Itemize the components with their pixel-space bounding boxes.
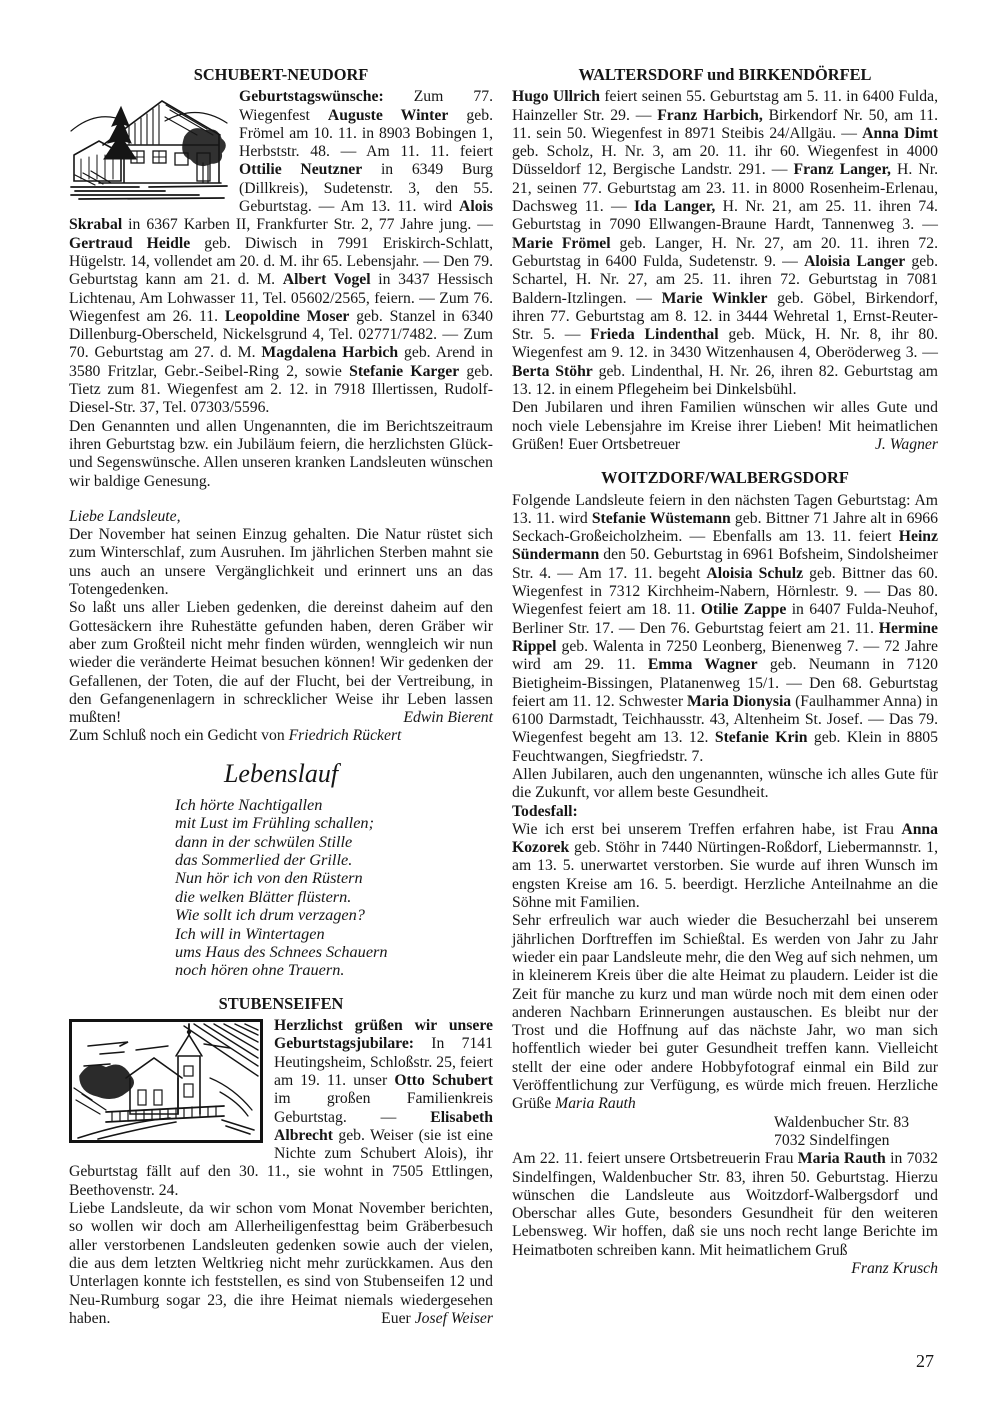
signature-josef-weiser xyxy=(69,1310,493,1328)
bold-text-run: Heinz Sündermann xyxy=(512,528,938,564)
november-paragraph: Der November hat seinen Einzug gehalten. Die Natur rüstet sich zum Winterschlaf, zum Ausruhen. Im jährlichen Sterben mahnt sie uns auch an unsere Vergänglichkeit und erinnert uns an das Totengedenken. xyxy=(69,526,493,599)
bold-text-run: Leopoldine Moser xyxy=(224,307,350,325)
congrats-paragraph: Den Genannten und allen Ungenannten, die im Berichtszeitraum ihren Geburtstag bzw. ein Jubiläum feiern, die herzlichsten Glück- und Segenswünsche. Allen unseren kranken Landsleuten wünschen wir baldige Genesung. xyxy=(69,417,493,490)
bold-text-run: Magdalena Harbich xyxy=(261,344,399,362)
bold-text-run: Emma Wagner xyxy=(647,656,758,674)
text-run: in 7032 Sindelfingen, Waldenbucher Str. 83, ihren 50. Geburtstag. Hierzu wünschen die Landsleute aus Woitzdorf-Walbergsdorf und Oberschar alles Gute, besonders Gesundheit für den weiteren Lebensweg. Wir hoffen, daß sie uns noch recht lange Berichte im Heimatboten schreiben kann. Mit heimatlichem Gruß xyxy=(512,1150,938,1259)
bold-text-run: Berta Stöhr xyxy=(512,362,593,380)
italic-text-run: Josef Weiser xyxy=(414,1309,493,1327)
bold-text-run: Marie Frömel xyxy=(512,234,611,252)
text-run: geb. Frömel am 10. 11. in 8903 Bobingen 1, Herbststr. 48. — Am 11. 11. feiert xyxy=(239,106,493,161)
poem-intro-text xyxy=(69,727,401,744)
bold-text-run: Gertraud Heidle xyxy=(69,234,191,252)
bold-text-run: Ottilie Neutzner xyxy=(239,161,363,179)
poem-intro-line xyxy=(69,727,493,745)
italic-text-run: Franz Krusch xyxy=(851,1260,938,1277)
text-line: Nun hör ich von den Rüstern xyxy=(175,868,363,888)
text-run: geb. Stöhr in 7440 Nürtingen-Roßdorf, Liebermannstr. 1, am 13. 5. unerwartet verstorben. Sie wurde auf ihren Wunsch im engsten Kreise am 16. 5. beerdigt. Herzliche Anteilnahme an die Söhne mit Familien. xyxy=(512,839,938,912)
bold-text-run: Marie Winkler xyxy=(661,289,768,307)
church-illustration xyxy=(69,1019,263,1143)
bold-text-run: Geburtstagswünsche: xyxy=(239,88,384,106)
text-run: geb. Schartel, H. Nr. 27, am 25. 11. ihren 72. Geburtstag in 7081 Baldern-Itzlingen. — xyxy=(512,252,939,307)
bold-text-run: Anna Dimt xyxy=(862,124,938,142)
text-run: geb. Bittner 71 Jahre alt in 6966 Seckach-Großeicholzheim. — Ebenfalls am 13. 11. feiert xyxy=(512,509,938,546)
signature-edwin-bierent xyxy=(69,709,493,727)
liebe-landsleute-lead: Liebe Landsleute, xyxy=(69,507,181,525)
text-run: feiert seinen 55. Geburtstag am 5. 11. in 6400 Fulda, Hainzeller Str. 29. — xyxy=(512,88,938,124)
rauth-birthday-paragraph xyxy=(512,1150,938,1260)
stubenseifen-paragraph xyxy=(69,1017,493,1200)
text-run: geb. Göbel, Birkendorf, ihren 77. Geburtstag am 8. 12. in 3444 Wehretal 1, Ernst-Reuter-Str. 5. — xyxy=(512,289,939,344)
text-run: Zum 77. Wiegenfest xyxy=(239,88,493,124)
text-run: H. Nr. 21, seinen 77. Geburtstag am 23. 11. in 8000 Rosenheim-Erlenau, Dachsweg 11. — xyxy=(512,161,938,216)
dorftreffen-paragraph xyxy=(512,912,938,1113)
schubert-birthdays-paragraph xyxy=(69,88,493,417)
section-heading-stubenseifen: STUBENSEIFEN xyxy=(218,993,344,1013)
text-line: Waldenbucher Str. 83 xyxy=(774,1113,910,1131)
section-heading-waltersdorf: WALTERSDORF und BIRKENDÖRFEL xyxy=(578,65,872,84)
bold-text-run: Auguste Winter xyxy=(327,106,449,124)
text-run: in 6407 Fulda-Neuhof, Berliner Str. 17. — Den 76. Geburtstag feiert am 21. 11. xyxy=(512,601,938,637)
text-run: den 50. Geburtstag in 6961 Bofsheim, Sindolsheimer Str. 4. — Am 17. 11. begeht xyxy=(512,546,938,582)
text-run: H. Nr. 21, am 25. 11. ihren 74. Geburtstag in 7090 Ellwangen-Braune Hardt, Tannenweg 3. — xyxy=(512,198,938,234)
text-run: In 7141 Heutingsheim, Schloßstr. 25, feiert am 19. 11. unser xyxy=(274,1035,493,1089)
bold-text-run: Albert Vogel xyxy=(282,271,371,289)
text-line: Ich will in Wintertagen xyxy=(175,923,325,943)
text-run: geb. Mück, H. Nr. 8, ihr 80. Wiegenfest am 9. 12. in 3430 Witzenhausen 4, Oberöderweg 3. — xyxy=(512,326,938,362)
remembrance-paragraph: So laßt uns aller Lieben gedenken, die dereinst daheim auf den Gottesäckern ihre Ruhestätte gefunden haben, deren Gräber wir aber zum Großteil nicht mehr finden würden, wenngleich wir nun wieder die veränderte Heimat besuchen können! Wir gedenken der Gefallenen, der Toten, die auf der Flucht, bei der Vertreibung, in den Gefangenenlagern in schrecklicher Weise ihr Leben lassen mußten! xyxy=(69,599,493,727)
text-run: geb. Arend in 3580 Fritzlar, Gebr.-Seibel-Ring 2, sowie xyxy=(69,344,493,380)
two-column-layout xyxy=(69,66,938,1328)
text-line: die welken Blätter flüstern. xyxy=(175,886,352,906)
text-line: Ich hörte Nachtigallen xyxy=(175,794,323,814)
bold-text-run: Stefanie Krin xyxy=(714,729,808,747)
bold-text-run: Ida Langer, xyxy=(634,198,716,216)
text-run: Am 22. 11. feiert unsere Ortsbetreuerin Frau xyxy=(512,1150,798,1168)
text-run: in 6367 Karben II, Frankfurter Str. 2, 77 Jahre jung. — xyxy=(122,216,493,234)
text-line: dann in der schwülen Stille xyxy=(175,831,353,851)
woitzdorf-closing-paragraph: Allen Jubilaren, auch den ungenannten, wünsche ich alles Gute für die Zukunft, vor allem beste Gesundheit. xyxy=(512,765,938,802)
text-line: das Sommerlied der Grille. xyxy=(175,849,353,869)
bold-text-run: Elisabeth Albrecht xyxy=(274,1108,493,1144)
text-run: in 6349 Burg (Dillkreis), Sudetenstr. 3, den 55. Geburtstag. — Am 13. 11. wird xyxy=(239,161,494,216)
page-number: 27 xyxy=(916,1351,934,1371)
bold-text-run: Frieda Lindenthal xyxy=(590,326,719,344)
section-heading-schubert-neudorf: SCHUBERT-NEUDORF xyxy=(193,65,369,84)
bold-text-run: Herzlichst grüßen wir unsere Geburtstagsjubilare: xyxy=(274,1017,493,1053)
text-run: Wie ich erst bei unserem Treffen erfahren habe, ist Frau xyxy=(512,820,902,838)
text-run: geb. Neumann in 7120 Bietigheim-Bissingen, Platanenweg 15/1. — Den 68. Geburtstag feiert am 11. 12. Schwester xyxy=(512,656,939,710)
italic-text-run: Edwin Bierent xyxy=(403,709,493,727)
italic-text-run: Friedrich Rückert xyxy=(288,727,402,745)
text-run: geb. Weiser (sie ist eine Nichte zum Schubert Alois), ihr Geburtstag fällt auf den 30. 11., sie wohnt in 7505 Ettlingen, Beethovenstr. 24. xyxy=(69,1126,493,1199)
italic-text-run: Maria Rauth xyxy=(555,1095,636,1113)
text-run: Zum Schluß noch ein Gedicht von xyxy=(69,727,289,745)
bold-text-run: Aloisia Schulz xyxy=(706,564,804,582)
text-run: geb. Klein in 8805 Feuchtwangen, Siegfriedstr. 7. xyxy=(512,729,938,765)
bold-text-run: Maria Dionysia xyxy=(687,692,792,710)
bold-text-run: Otto Schubert xyxy=(394,1071,493,1089)
text-line: ums Haus des Schnees Schauern xyxy=(175,941,388,961)
bold-text-run: Hugo Ullrich xyxy=(512,88,600,106)
right-column xyxy=(512,66,938,1328)
text-run: im großen Familienkreis Geburtstag. — xyxy=(274,1090,493,1126)
text-run: Euer xyxy=(381,1309,415,1327)
bold-text-run: Franz Langer, xyxy=(793,161,891,179)
bold-text-run: Otilie Zappe xyxy=(700,601,787,619)
bold-text-run: Hermine Rippel xyxy=(512,619,938,655)
text-run: geb. Lindenthal, H. Nr. 26, ihren 82. Geburtstag am 13. 12. in einem Pflegeheim bei Dinkelsbühl. xyxy=(512,362,939,399)
bold-text-run: Maria Rauth xyxy=(797,1150,886,1168)
bold-text-run: Aloisia Langer xyxy=(804,252,906,270)
text-run: geb. Walenta in 7250 Leonberg, Bienenweg 7. — 72 Jahre wird am 29. 11. xyxy=(512,637,938,674)
text-line: noch hören ohne Trauern. xyxy=(175,960,345,980)
poem-title: Lebenslauf xyxy=(223,758,339,788)
text-line: Wie sollt ich drum verzagen? xyxy=(175,905,365,925)
poem-lebenslauf xyxy=(175,796,493,980)
todesfall-heading: Todesfall: xyxy=(512,802,578,820)
maria-rauth-address xyxy=(774,1114,938,1151)
bold-text-run: Stefanie Wüstemann xyxy=(591,509,731,527)
woitzdorf-birthdays-paragraph xyxy=(512,492,938,766)
left-column xyxy=(69,66,493,1328)
text-line: mit Lust im Frühling schallen; xyxy=(175,813,374,833)
bold-text-run: Anna Kozorek xyxy=(512,820,938,857)
stubenseifen-letter-paragraph: Liebe Landsleute, da wir schon vom Monat November berichten, so wollen wir doch am Allerheiligenfesttag beim Gräberbesuch aller verstorbenen Landsleuten gedenken sowie auch der vielen, die aus dem letzten Weltkrieg nicht mehr zurückkamen. Aus den Unterlagen konnte ich feststellen, es sind von Stubenseifen 12 und Neu-Rumburg sogar 23, die ihre Heimat niemals wiedergesehen haben. xyxy=(69,1200,493,1327)
text-run: in 3437 Hessisch Lichtenau, Am Lohwasser 11, Tel. 05602/2565, feiern. — Zum 76. Wiegenfest am 26. 11. xyxy=(69,271,493,325)
farmhouse-illustration xyxy=(69,91,230,201)
text-run: (Faulhammer Anna) in 6100 Darmstadt, Teichhausstr. 43, Altenheim St. Josef. — Das 79. Wiegenfest begeht am 13. 12. xyxy=(512,692,938,747)
text-run: geb. Diwisch in 7991 Eriskirch-Schlatt, Hügelstr. 14, vollendet am 20. d. M. ihr 65. Lebensjahr. — Den 79. Geburtstag kann am 21. d. M. xyxy=(69,234,494,289)
section-heading-woitzdorf: WOITZDORF/WALBERGSDORF xyxy=(601,468,849,488)
text-run: geb. Langer, H. Nr. 27, am 20. 11. ihren 72. Geburtstag in 6400 Fulda, Sudetenstr. 9. — xyxy=(512,234,939,270)
text-run: geb. Bittner das 60. Wiegenfest in 7312 Kirchheim-Nabern, Hörnlestr. 9. — Das 80. Wiegenfest feiert am 18. 11. xyxy=(512,564,939,619)
text-line: 7032 Sindelfingen xyxy=(774,1131,890,1149)
signature-franz-krusch xyxy=(512,1260,938,1278)
text-run: geb. Stanzel in 6340 Dillenburg-Oberscheld, Nickelsgrund 4, Tel. 02771/7482. — Zum 70. Geburtstag am 27. d. M. xyxy=(69,307,494,362)
waltersdorf-birthdays-paragraph xyxy=(512,88,938,399)
text-run: Sehr erfreulich war auch wieder die Besucherzahl bei unserem jährlichen Dorftreffen im Schießtal. Es werden von Jahr zu Jahr wieder ein paar Landsleute mehr, die den Weg auf sich nehmen, um in kleinerem Kreis über die alte Heimat zu plaudern. Leider ist die Zeit für manche zu kurz und man würde noch mit dem einen oder anderen Nachbarn Erinnerungen austauschen. Es bleibt nur der Trost und die Hoffnung auf das nächste Jahr, wo man sich hoffentlich wieder bei guter Gesundheit treffen kann. Vielleicht stellt der eine oder andere Hobbyfotograf einmal ein Bild zur Veröffentlichung zur Verfügung, es würde mich freuen. Herzliche Grüße xyxy=(512,912,938,1113)
waltersdorf-closing-paragraph: Den Jubilaren und ihren Familien wünschen wir alles Gute und noch viele Lebensjahre im Kreise ihrer Lieben! Mit heimatlichen Grüßen! Euer Ortsbetreuer xyxy=(512,399,938,453)
text-run: geb. Scholz, H. Nr. 3, am 20. 11. ihr 60. Wiegenfest in 4000 Düsseldorf 12, Bergische Landstr. 291. — xyxy=(512,143,938,179)
text-run: Folgende Landsleute feiern in den nächsten Tagen Geburtstag: Am 13. 11. wird xyxy=(512,491,938,527)
todesfall-paragraph xyxy=(512,821,938,912)
italic-text-run: J. Wagner xyxy=(874,435,938,453)
text-run: geb. Tietz zum 81. Wiegenfest am 2. 12. in 7918 Illertissen, Rudolf-Diesel-Str. 37, Tel. 07303/5596. xyxy=(69,362,494,417)
bold-text-run: Alois Skrabal xyxy=(69,198,493,234)
bold-text-run: Stefanie Karger xyxy=(349,362,460,380)
text-run: Birkendorf Nr. 50, am 11. 11. sein 50. Wiegenfest in 8971 Steibis 24/Allgäu. — xyxy=(512,106,938,142)
bold-text-run: Franz Harbich, xyxy=(657,106,763,124)
